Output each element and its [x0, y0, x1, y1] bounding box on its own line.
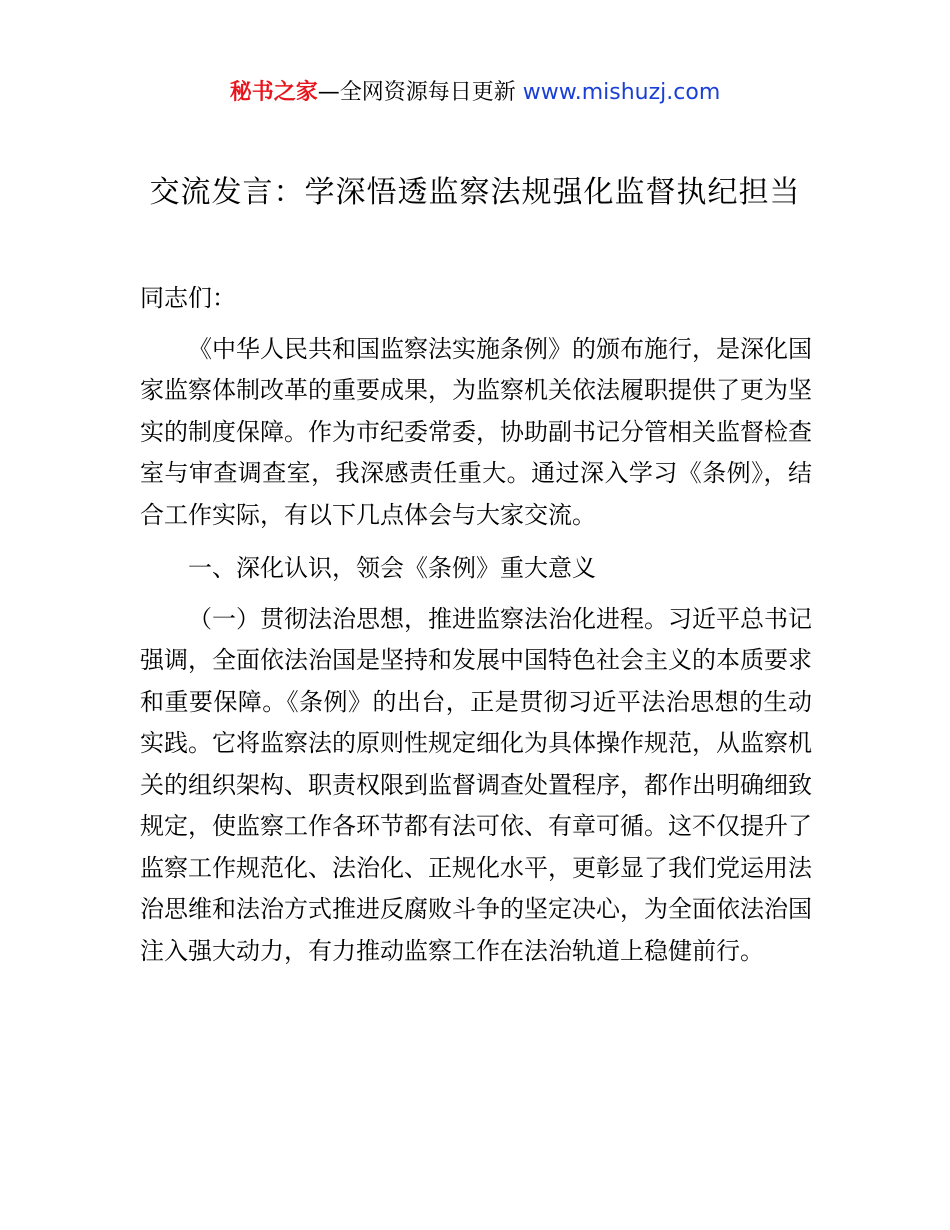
salutation: 同志们： [140, 284, 236, 312]
document-title: 交流发言：学深悟透监察法规强化监督执纪担当 [149, 175, 801, 210]
website-link[interactable]: www.mishuzj.com [522, 80, 721, 105]
intro-paragraph: 《中华人民共和国监察法实施条例》的颁布施行，是深化国家监察体制改革的重要成果，为监察机关依法履职提供了更为坚实的制度保障。作为市纪委常委，协助副书记分管相关监督检查室与审查调查室，我深感责任重大。通过深入学习《条例》，结合工作实际，有以下几点体会与大家交流。 [140, 334, 812, 529]
document-body [140, 278, 812, 972]
brand-name: 秘书之家 [229, 80, 318, 105]
page-header [0, 78, 950, 108]
section-heading: 一、深化认识，领会《条例》重大意义 [188, 554, 596, 582]
sub-section-paragraph: （一）贯彻法治思想，推进监察法治化进程。习近平总书记强调，全面依法治国是坚持和发展中国特色社会主义的本质要求和重要保障。《条例》的出台，正是贯彻习近平法治思想的生动实践。它将监察法的原则性规定细化为具体操作规范，从监察机关的组织架构、职责权限到监督调查处置程序，都作出明确细致规定，使监察工作各环节都有法可依、有章可循。这不仅提升了监察工作规范化、法治化、正规化水平，更彰显了我们党运用法治思维和法治方式推进反腐败斗争的坚定决心，为全面依法治国注入强大动力，有力推动监察工作在法治轨道上稳健前行。 [140, 604, 812, 965]
header-slogan: —全网资源每日更新 [317, 80, 523, 105]
